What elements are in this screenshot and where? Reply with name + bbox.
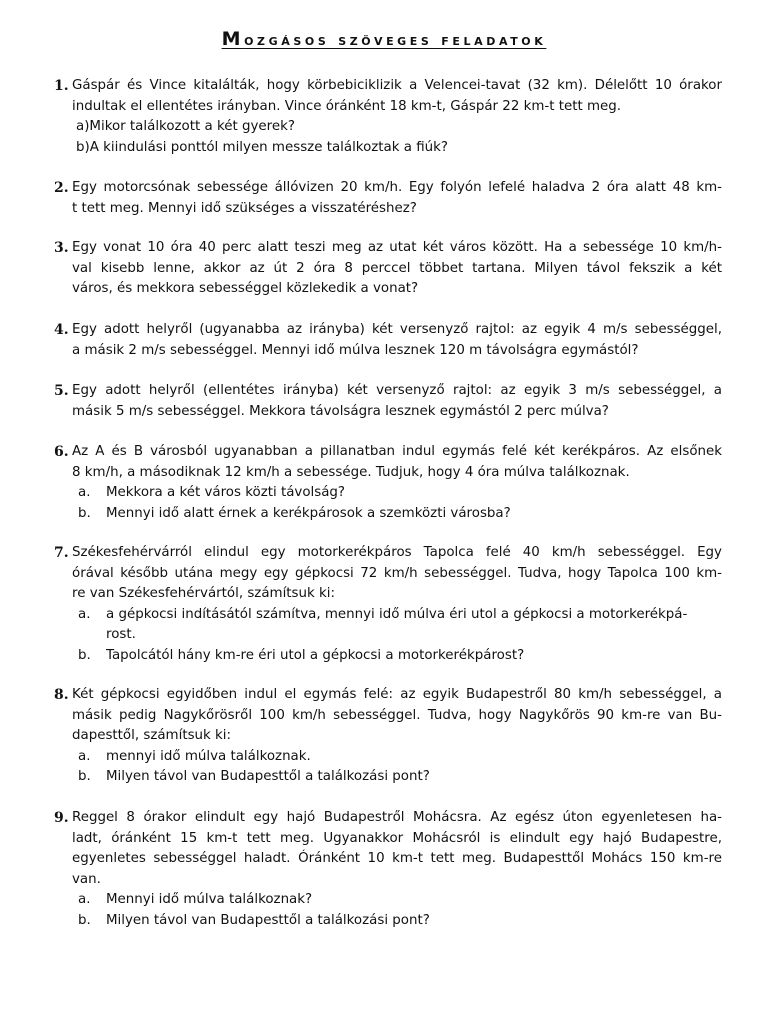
problem-line: Egy adott helyről (ellentétes irányba) két versenyző rajtol: az egyik 3 m/s sebességgel, a xyxy=(72,383,722,398)
problem-text xyxy=(72,442,722,483)
problem-number: 2. xyxy=(54,180,69,196)
problem-line: indultak el ellentétes irányban. Vince óránként 18 km-t, Gáspár 22 km-t tett meg. xyxy=(72,98,622,114)
problem-number: 3. xyxy=(54,240,69,256)
problem-text xyxy=(72,808,722,890)
sub-question-label: a. xyxy=(78,892,91,907)
title-initial: M xyxy=(221,28,245,50)
sub-question-text: a gépkocsi indításától számítva, mennyi idő múlva éri utol a gépkocsi a motorkerékpá- xyxy=(106,606,688,622)
problem-number: 1. xyxy=(54,78,69,94)
problem-text xyxy=(72,685,722,747)
sub-question-label: b. xyxy=(78,769,91,784)
problem-line: Székesfehérvárról elindul egy motorkerékpáros Tapolca felé 40 km/h sebességgel. Egy xyxy=(72,545,722,560)
problem-line: egyenletes sebességgel haladt. Óránként 10 km-t tett meg. Budapesttől Mohács 150 km-re xyxy=(72,851,722,866)
problem-line: Reggel 8 órakor elindult egy hajó Budapestről Mohácsra. Az egész úton egyenletesen ha- xyxy=(72,810,722,825)
sub-question-text: mennyi idő múlva találkoznak. xyxy=(106,748,311,764)
problem-line: Egy vonat 10 óra 40 perc alatt teszi meg az utat két város között. Ha a sebessége 10 km/h- xyxy=(72,240,722,255)
problem-line: t tett meg. Mennyi idő szükséges a visszatéréshez? xyxy=(72,200,417,216)
sub-question-text: Milyen távol van Budapesttől a találkozási pont? xyxy=(106,912,430,928)
sub-question-text: Milyen távol van Budapesttől a találkozási pont? xyxy=(106,769,430,784)
problem-number: 4. xyxy=(54,322,69,338)
sub-question-text: Tapolcától hány km-re éri utol a gépkocsi a motorkerékpárost? xyxy=(106,647,525,663)
problem-line: Egy adott helyről (ugyanabba az irányba) két versenyző rajtol: az egyik 4 m/s sebességgel, xyxy=(72,322,722,337)
problem-line: val kisebb lenne, akkor az út 2 óra 8 perccel többet tartana. Milyen távol fekszik a két xyxy=(72,260,722,276)
problem-text xyxy=(72,543,722,605)
sub-question-label: a. xyxy=(78,748,91,764)
problem-line: Gáspár és Vince kitalálták, hogy körbebiciklizik a Velencei-tavat (32 km). Délelőtt 10 órakor xyxy=(72,78,722,93)
problem-line: másik 5 m/s sebességgel. Mekkora távolságra lesznek egymástól 2 perc múlva? xyxy=(72,403,609,419)
problem-line: Egy motorcsónak sebessége állóvizen 20 km/h. Egy folyón lefelé haladva 2 óra alatt 48 km- xyxy=(72,180,722,195)
page-title xyxy=(0,28,768,50)
problem-line: másik pedig Nagykőrösről 100 km/h sebességgel. Tudva, hogy Nagykőrös 90 km-re van Bu- xyxy=(72,707,722,723)
problem-line: város, és mekkora sebességgel közlekedik a vonat? xyxy=(72,281,419,296)
problem-text xyxy=(72,381,722,422)
problem-line: re van Székesfehérvártól, számítsuk ki: xyxy=(72,586,336,601)
problem-line: van. xyxy=(72,871,101,887)
sub-question: b)A kiindulási ponttól milyen messze találkoztak a fiúk? xyxy=(76,139,449,155)
sub-question: a)Mikor találkozott a két gyerek? xyxy=(76,119,295,134)
problem-text xyxy=(72,76,722,117)
sub-question-label: b. xyxy=(78,505,91,521)
problem-line: 8 km/h, a másodiknak 12 km/h a sebessége. Tudjuk, hogy 4 óra múlva találkoznak. xyxy=(72,464,630,480)
problem-text xyxy=(72,238,722,300)
sub-question-label: a. xyxy=(78,485,91,500)
title-rest: ozgásos szöveges feladatok xyxy=(244,31,547,49)
sub-question-text: Mekkora a két város közti távolság? xyxy=(106,485,346,500)
problem-text xyxy=(72,178,722,219)
problem-line: órával később utána megy egy gépkocsi 72 km/h sebességgel. Tudva, hogy Tapolca 100 km- xyxy=(72,565,722,581)
problem-text xyxy=(72,320,722,361)
problem-line: Két gépkocsi egyidőben indul el egymás felé: az egyik Budapestről 80 km/h sebességgel, a xyxy=(72,687,722,702)
problem-number: 8. xyxy=(54,687,69,703)
sub-question-text: Mennyi idő múlva találkoznak? xyxy=(106,892,313,907)
problem-number: 7. xyxy=(54,545,69,561)
problem-line: Az A és B városból ugyanabban a pillanatban indul egymás felé két kerékpáros. Az elsőnek xyxy=(72,444,722,459)
sub-question-label: a. xyxy=(78,606,91,622)
sub-question-label: b. xyxy=(78,647,91,663)
problem-number: 6. xyxy=(54,444,69,460)
sub-question-text: rost. xyxy=(106,627,136,642)
sub-question-label: b. xyxy=(78,912,91,928)
problem-line: dapesttől, számítsuk ki: xyxy=(72,728,232,743)
problem-number: 9. xyxy=(54,810,69,826)
problem-line: ladt, óránként 15 km-t tett meg. Ugyanakkor Mohácsról is elindult egy hajó Budapestre, xyxy=(72,830,722,846)
problem-line: a másik 2 m/s sebességgel. Mennyi idő múlva lesznek 120 m távolságra egymástól? xyxy=(72,342,639,358)
problem-number: 5. xyxy=(54,383,69,399)
sub-question-text: Mennyi idő alatt érnek a kerékpárosok a szemközti városba? xyxy=(106,505,511,521)
